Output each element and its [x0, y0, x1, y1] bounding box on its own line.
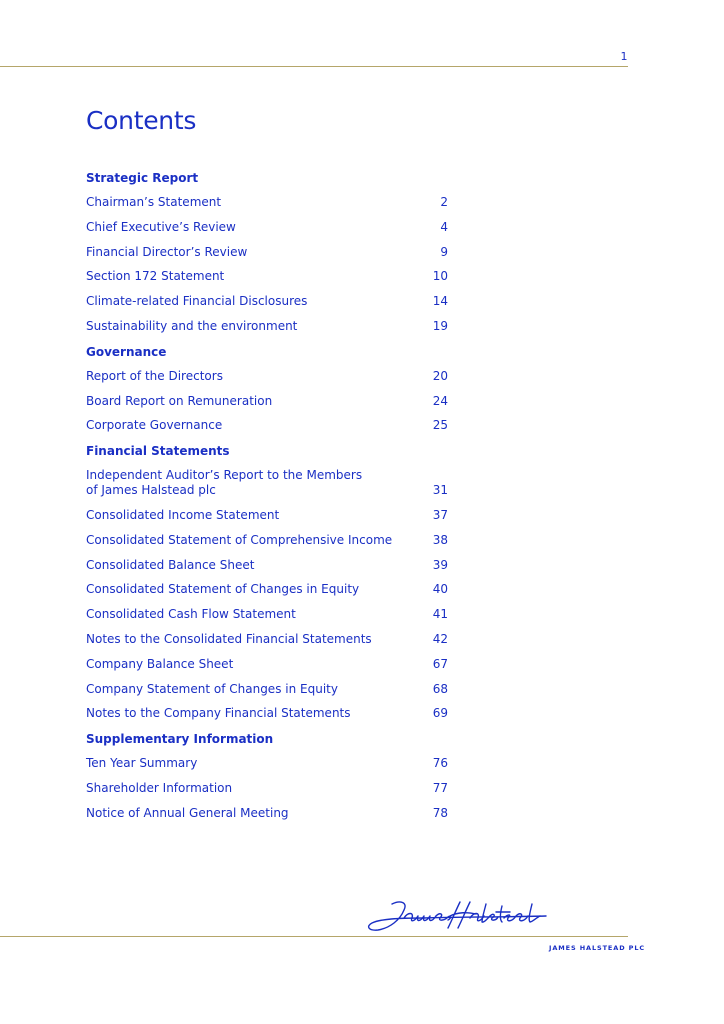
toc-entry-page-number: 37 [432, 507, 448, 522]
toc-entry[interactable] [86, 294, 450, 309]
toc-entry[interactable] [86, 369, 450, 384]
company-name: JAMES HALSTEAD PLC [549, 944, 646, 952]
toc-entry[interactable] [86, 806, 450, 821]
toc-entry[interactable] [86, 508, 450, 523]
toc-entry[interactable] [86, 706, 450, 721]
company-signature-logo [364, 896, 554, 938]
toc-entry-page-number: 68 [432, 681, 448, 696]
toc-entry[interactable] [86, 607, 450, 622]
toc-entry-title: Consolidated Statement of Changes in Equity [86, 582, 360, 597]
toc-entry-page-number: 39 [432, 557, 448, 572]
toc-entry-page-number: 38 [432, 532, 448, 547]
toc-entry[interactable] [86, 394, 450, 409]
toc-entry-title: Consolidated Balance Sheet [86, 557, 255, 572]
bottom-rule [0, 936, 628, 937]
toc-entry[interactable] [86, 682, 450, 697]
toc-entry-title: Shareholder Information [86, 780, 233, 795]
toc-entry-title: Climate-related Financial Disclosures [86, 294, 308, 309]
toc-entry-page-number: 2 [440, 195, 448, 209]
toc-entry[interactable] [86, 468, 450, 498]
toc-section [86, 443, 450, 721]
toc-entry-title: Section 172 Statement [86, 269, 225, 284]
toc-entry-page-number: 4 [440, 219, 448, 234]
toc-entry[interactable] [86, 220, 450, 235]
toc-entry-title: Corporate Governance [86, 418, 223, 433]
toc-entry-title: Chairman’s Statement [86, 195, 222, 209]
toc-entry-page-number: 20 [432, 368, 448, 383]
toc-entry[interactable] [86, 319, 450, 334]
toc-entry-page-number: 9 [440, 244, 448, 259]
page-number: 1 [620, 50, 628, 63]
toc-entry[interactable] [86, 582, 450, 597]
section-heading: Strategic Report [86, 171, 199, 185]
toc-section [86, 344, 450, 434]
toc-entry[interactable] [86, 657, 450, 672]
top-rule [0, 66, 628, 67]
toc-entry-page-number: 31 [432, 483, 448, 498]
toc-entry-title: Independent Auditor’s Report to the Members of James Halstead plc [86, 468, 363, 498]
toc-entry-title: Report of the Directors [86, 368, 223, 383]
toc-entry[interactable] [86, 533, 450, 548]
toc-entry[interactable] [86, 418, 450, 433]
toc-entry-title: Sustainability and the environment [86, 318, 298, 333]
toc-entry-page-number: 19 [432, 318, 448, 333]
toc-entry-page-number: 77 [432, 780, 448, 795]
toc-entry-page-number: 14 [432, 294, 448, 309]
toc-entry-page-number: 24 [432, 393, 448, 408]
toc-entry-page-number: 67 [432, 656, 448, 671]
toc-section [86, 731, 450, 821]
toc-entry[interactable] [86, 756, 450, 771]
toc-entry[interactable] [86, 195, 450, 210]
toc-entry-title: Company Balance Sheet [86, 656, 234, 671]
toc-entry-page-number: 76 [432, 756, 448, 771]
section-heading: Supplementary Information [86, 732, 274, 747]
toc-entry-page-number: 42 [432, 631, 448, 646]
toc-entry-title: Notice of Annual General Meeting [86, 805, 289, 820]
toc-entry[interactable] [86, 245, 450, 260]
toc-entry-title: Company Statement of Changes in Equity [86, 681, 338, 696]
toc-entry-title: Ten Year Summary [86, 756, 198, 771]
toc-entry-page-number: 41 [432, 607, 448, 622]
toc-entry-page-number: 10 [432, 269, 448, 284]
section-heading: Governance [86, 344, 167, 359]
page-title: Contents [86, 106, 197, 135]
toc-entry-page-number: 40 [432, 582, 448, 597]
table-of-contents [86, 170, 450, 831]
toc-entry-page-number: 78 [432, 805, 448, 820]
toc-entry-title: Consolidated Cash Flow Statement [86, 607, 296, 622]
toc-entry-page-number: 25 [432, 418, 448, 433]
toc-entry-title: Chief Executive’s Review [86, 219, 236, 234]
toc-entry[interactable] [86, 558, 450, 573]
toc-entry-title: Board Report on Remuneration [86, 393, 273, 408]
section-heading: Financial Statements [86, 444, 230, 459]
toc-entry-title: Notes to the Company Financial Statements [86, 706, 351, 721]
toc-entry-title: Notes to the Consolidated Financial Statements [86, 631, 372, 646]
toc-entry[interactable] [86, 269, 450, 284]
toc-entry-title: Consolidated Statement of Comprehensive Income [86, 532, 393, 547]
toc-section [86, 170, 450, 334]
toc-entry[interactable] [86, 632, 450, 647]
toc-entry[interactable] [86, 781, 450, 796]
toc-entry-title: Consolidated Income Statement [86, 507, 280, 522]
toc-entry-title: Financial Director’s Review [86, 244, 248, 259]
toc-entry-page-number: 69 [432, 706, 448, 721]
